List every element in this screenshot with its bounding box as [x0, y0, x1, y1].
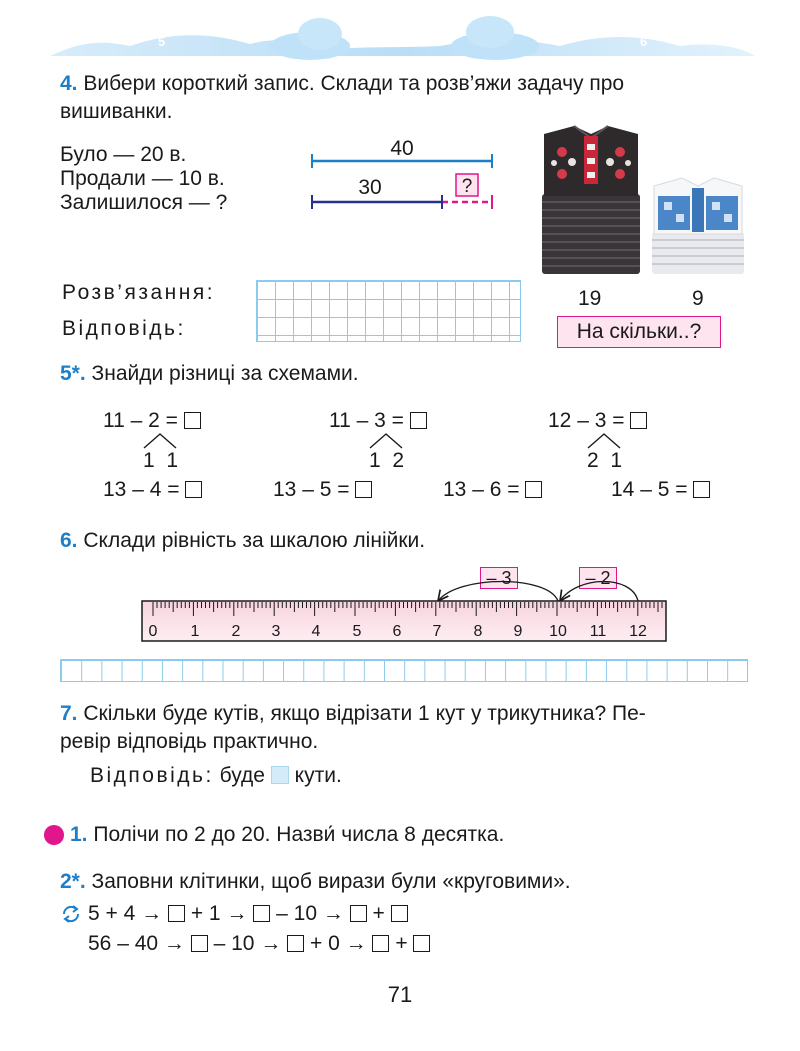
ruler-label: 8 — [473, 623, 483, 640]
chain-operation: + 1 — [190, 902, 221, 925]
chain-start: 5 + 4 — [88, 902, 136, 925]
ruler-label: 11 — [589, 623, 607, 640]
cloud-digit: 7 — [110, 22, 118, 37]
jump-arc — [438, 582, 558, 602]
answer-box[interactable] — [413, 935, 430, 952]
ruler-label: 12 — [629, 623, 647, 640]
chain-operation: + — [395, 932, 408, 955]
short-note-block — [60, 143, 227, 215]
question-tag: На скільки..? — [557, 316, 721, 348]
task5-text: Знайди різниці за схемами. — [91, 362, 359, 385]
chain-start: 56 – 40 — [88, 932, 159, 955]
scheme-split: 2 1 — [587, 449, 623, 472]
answer-before: буде — [219, 764, 265, 787]
chain-operation: – 10 — [213, 932, 255, 955]
exercise-expression: 13 – 4 = — [103, 478, 180, 501]
ruler-label: 7 — [432, 623, 442, 640]
arrow-icon: → — [322, 902, 344, 925]
chain-row-1 — [88, 901, 408, 927]
cloud-icon — [270, 18, 350, 60]
extra1-text: Полічи по 2 до 20. Назви́ числа 8 десятка. — [93, 823, 505, 846]
jump-label-minus-2: – 2 — [579, 567, 617, 589]
solution-answer-grid[interactable] — [256, 280, 521, 342]
answer-box[interactable] — [168, 905, 185, 922]
cloud-digit: 4 — [570, 24, 578, 39]
black-shirts-count: 19 — [578, 287, 602, 310]
exercise-expression: 13 – 5 = — [273, 478, 350, 501]
task5-number: 5*. — [60, 362, 86, 385]
shirts-illustration — [534, 122, 750, 280]
ruler-label: 4 — [311, 623, 321, 640]
cloud-digit: 8 — [692, 24, 700, 39]
task6-text: Склади рівність за шкалою лінійки. — [83, 529, 426, 552]
task7-text-line2: ревір відповідь практично. — [60, 730, 319, 753]
answer-after: кути. — [294, 764, 342, 787]
scheme-expression: 12 – 3 = — [548, 409, 625, 432]
scheme-2 — [329, 408, 427, 434]
task6-heading — [60, 528, 425, 554]
cloud-digit: 0 — [397, 16, 405, 31]
answer-box[interactable] — [410, 412, 427, 429]
answer-box[interactable] — [184, 412, 201, 429]
task4-text: Вибери короткий запис. Склади та розв’яжи задачу про — [83, 72, 625, 95]
exercise-3 — [443, 477, 542, 503]
cloud-digit: 5 — [158, 34, 166, 49]
ruler-label: 1 — [190, 623, 200, 640]
extra2-text: Заповни клітинки, щоб вирази були «круговими». — [91, 870, 571, 893]
scheme-split: 1 1 — [143, 449, 179, 472]
ruler — [140, 570, 670, 644]
black-shirt-stack-icon — [542, 126, 640, 274]
exercise-4 — [611, 477, 710, 503]
arrow-icon: → — [163, 932, 185, 955]
ruler-label: 5 — [352, 623, 362, 640]
ruler-label: 2 — [231, 623, 241, 640]
task4-number: 4. — [60, 72, 78, 95]
answer-box[interactable] — [372, 935, 389, 952]
equation-answer-grid[interactable] — [60, 659, 748, 682]
arrow-icon: → — [260, 932, 282, 955]
diagram-top-label: 40 — [390, 137, 414, 160]
jump-label-minus-3: – 3 — [480, 567, 518, 589]
answer-box[interactable] — [271, 766, 289, 784]
circular-arrows-icon — [60, 903, 82, 925]
pink-dot-icon — [44, 825, 64, 845]
answer-label: Відповідь: — [90, 764, 214, 787]
answer-box[interactable] — [525, 481, 542, 498]
scheme-split: 1 2 — [369, 449, 405, 472]
task4-text-line2: вишиванки. — [60, 100, 173, 123]
arrow-icon: → — [141, 902, 163, 925]
scheme-expression: 11 – 3 = — [329, 409, 404, 432]
task4-heading-line1 — [60, 71, 624, 97]
answer-box[interactable] — [191, 935, 208, 952]
task7-heading-line1 — [60, 701, 646, 727]
scheme-3 — [548, 408, 647, 434]
white-shirt-stack-icon — [652, 178, 744, 274]
extra2-number: 2*. — [60, 870, 86, 893]
white-shirts-count: 9 — [692, 287, 704, 310]
exercise-expression: 13 – 6 = — [443, 478, 520, 501]
task7-text: Скільки буде кутів, якщо відрізати 1 кут у трикутника? Пе- — [83, 702, 646, 725]
answer-box[interactable] — [630, 412, 647, 429]
cloud-digit: 3 — [226, 24, 234, 39]
arrow-icon: → — [226, 902, 248, 925]
task5-heading — [60, 361, 359, 387]
jump-arc — [560, 582, 638, 602]
scheme-expression: 11 – 2 = — [103, 409, 178, 432]
chain-operation: + — [372, 902, 385, 925]
extra1-line — [70, 822, 504, 848]
note-line-had: Було — 20 в. — [60, 143, 187, 166]
ruler-label: 6 — [392, 623, 402, 640]
scheme-1 — [103, 408, 201, 434]
exercise-2 — [273, 477, 372, 503]
answer-box[interactable] — [350, 905, 367, 922]
extra2-heading — [60, 869, 571, 895]
cloud-digit: 6 — [640, 34, 648, 49]
page-number: 71 — [387, 982, 413, 1007]
segment-diagram — [300, 132, 510, 216]
ruler-label: 3 — [271, 623, 281, 640]
cloud-icon — [451, 16, 539, 60]
note-line-left: Залишилося — ? — [60, 191, 228, 214]
answer-label: Відповідь: — [62, 317, 186, 340]
answer-box[interactable] — [253, 905, 270, 922]
header-clouds-banner — [40, 12, 760, 64]
chain-operation: – 10 — [276, 902, 318, 925]
answer-box[interactable] — [185, 481, 202, 498]
note-line-sold: Продали — 10 в. — [60, 167, 225, 190]
cloud-digit: 2 — [424, 32, 432, 47]
answer-box[interactable] — [355, 481, 372, 498]
diagram-question-mark: ? — [461, 176, 473, 197]
solution-label: Розв’язання: — [62, 281, 216, 304]
ruler-label: 9 — [513, 623, 523, 640]
exercise-expression: 14 – 5 = — [611, 478, 688, 501]
extra1-number: 1. — [70, 823, 88, 846]
chain-operation: + 0 — [310, 932, 340, 955]
answer-box[interactable] — [693, 481, 710, 498]
answer-box[interactable] — [391, 905, 408, 922]
exercise-1 — [103, 477, 202, 503]
diagram-bottom-label: 30 — [358, 176, 382, 199]
ruler-label: 0 — [148, 623, 158, 640]
task7-number: 7. — [60, 702, 78, 725]
cloud-digit: 1 — [372, 32, 380, 47]
answer-box[interactable] — [287, 935, 304, 952]
task7-answer-line — [90, 763, 342, 789]
task6-number: 6. — [60, 529, 78, 552]
arrow-icon: → — [345, 932, 367, 955]
ruler-label: 10 — [549, 623, 567, 640]
chain-row-2 — [88, 931, 430, 957]
